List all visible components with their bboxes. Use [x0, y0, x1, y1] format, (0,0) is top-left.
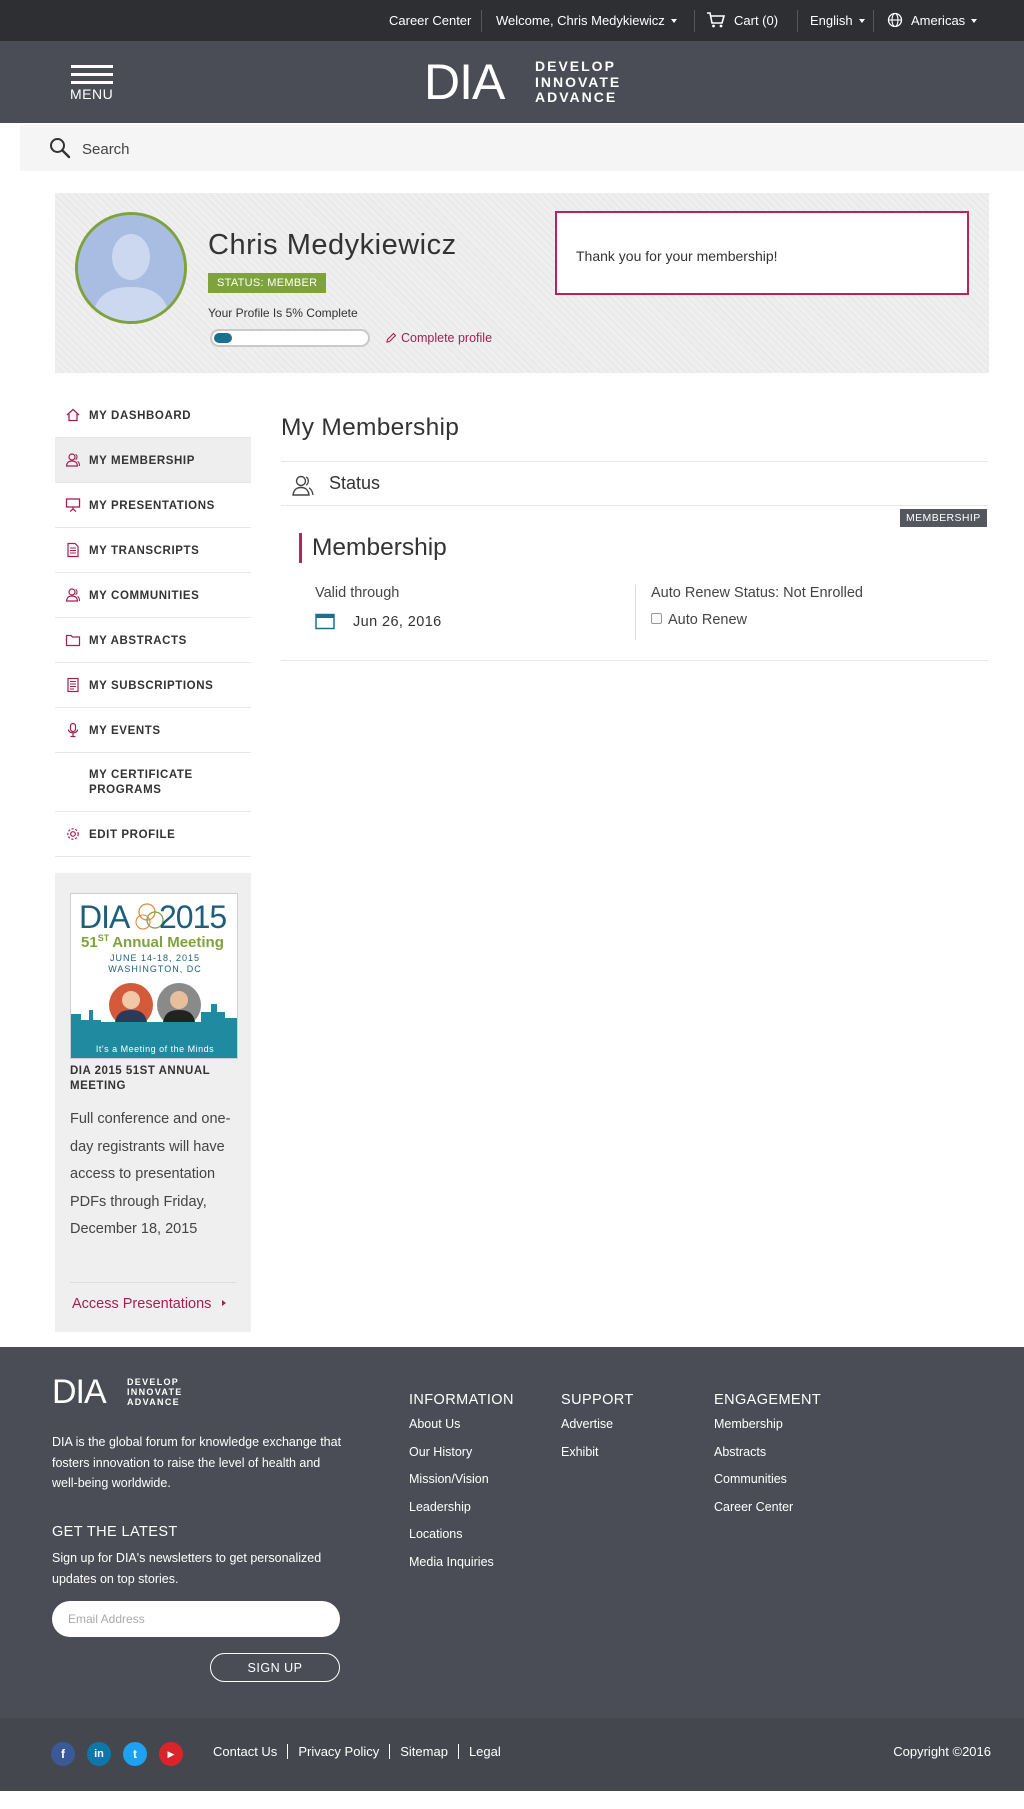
sidebar-item-my-subscriptions[interactable] — [55, 663, 251, 708]
sidebar-item-label: MY COMMUNITIES — [89, 590, 200, 602]
sidebar-item-label: MY ABSTRACTS — [89, 635, 187, 647]
folder-icon — [65, 632, 81, 648]
sign-up-button[interactable]: SIGN UP — [210, 1653, 340, 1682]
valid-through-label: Valid through — [315, 585, 400, 601]
footer-logo-tagline — [127, 1377, 183, 1407]
footer-link-membership[interactable]: Membership — [714, 1417, 783, 1431]
chevron-down-icon — [671, 19, 677, 23]
banner-tagline: It's a Meeting of the Minds — [95, 1044, 215, 1054]
complete-profile-link[interactable] — [385, 331, 492, 345]
footer-link-communities[interactable]: Communities — [714, 1472, 787, 1486]
topbar-divider — [481, 10, 482, 32]
region-label: Americas — [911, 13, 966, 28]
document-icon — [65, 542, 81, 558]
newsletter-email-field[interactable] — [52, 1601, 340, 1637]
newsletter-heading: GET THE LATEST — [52, 1524, 178, 1540]
contact-us-link[interactable]: Contact Us — [213, 1744, 278, 1759]
sidebar-item-label: MY SUBSCRIPTIONS — [89, 680, 214, 692]
footer-logo-wordmark: DIA — [52, 1373, 106, 1411]
profile-name: Chris Medykiewicz — [208, 229, 457, 261]
sidebar-item-label: MY TRANSCRIPTS — [89, 545, 200, 557]
footer-link-about-us[interactable]: About Us — [409, 1417, 461, 1431]
sidebar-item-label: EDIT PROFILE — [89, 829, 176, 841]
footer-legal-links — [213, 1744, 501, 1760]
sidebar-item-label: MY PRESENTATIONS — [89, 500, 215, 512]
banner-dates: JUNE 14-18, 2015 — [109, 953, 201, 963]
dia-logo[interactable] — [424, 54, 624, 110]
topbar-divider — [873, 10, 874, 32]
hamburger-icon-bar — [71, 81, 113, 84]
banner-dia: DIA — [79, 899, 130, 935]
banner-meeting-ordinal-suffix: ST — [97, 933, 110, 943]
region-dropdown[interactable] — [887, 0, 977, 41]
sitemap-link[interactable]: Sitemap — [400, 1744, 448, 1759]
pencil-icon — [385, 332, 397, 344]
membership-thanks-box — [555, 211, 969, 295]
sidebar-item-label: MY DASHBOARD — [89, 410, 192, 422]
hamburger-icon — [71, 65, 113, 68]
footer-link-media-inquiries[interactable]: Media Inquiries — [409, 1554, 494, 1569]
sidebar-item-my-dashboard[interactable] — [55, 393, 251, 438]
hamburger-icon-bar — [71, 73, 113, 76]
globe-icon — [887, 12, 903, 28]
status-tab[interactable] — [281, 461, 988, 506]
search-icon[interactable] — [49, 137, 71, 159]
footer-column-heading-information: INFORMATION — [409, 1392, 514, 1408]
welcome-user-dropdown[interactable] — [496, 0, 677, 41]
sidebar-item-label: MY EVENTS — [89, 725, 161, 737]
tagline-advance: ADVANCE — [535, 89, 618, 105]
newspaper-icon — [65, 677, 81, 693]
link-divider — [389, 1744, 390, 1759]
sidebar-item-my-abstracts[interactable] — [55, 618, 251, 663]
banner-meeting-name: Annual Meeting — [112, 934, 224, 951]
profile-card — [55, 193, 989, 373]
users-icon — [65, 452, 81, 468]
auto-renew-status: Auto Renew Status: Not Enrolled — [651, 585, 863, 601]
chevron-down-icon — [859, 19, 865, 23]
access-presentations-label: Access Presentations — [72, 1296, 212, 1312]
privacy-policy-link[interactable]: Privacy Policy — [298, 1744, 380, 1759]
language-dropdown[interactable] — [810, 0, 865, 41]
menu-button[interactable] — [70, 63, 116, 103]
access-presentations-link[interactable] — [72, 1296, 226, 1312]
linkedin-icon[interactable]: in — [87, 1742, 111, 1766]
presentation-icon — [65, 497, 81, 513]
sidebar-item-my-certificate-programs[interactable] — [55, 753, 251, 812]
home-icon — [65, 407, 81, 423]
link-divider — [287, 1744, 288, 1759]
sidebar-item-my-presentations[interactable] — [55, 483, 251, 528]
complete-profile-label: Complete profile — [401, 331, 493, 345]
profile-progress-fill — [214, 333, 232, 343]
cart-link[interactable] — [706, 0, 778, 41]
users-icon — [291, 474, 315, 496]
membership-tag: MEMBERSHIP — [900, 509, 987, 527]
footer-tagline-advance: ADVANCE — [127, 1397, 180, 1407]
search-input[interactable] — [82, 138, 682, 160]
topbar-divider — [797, 10, 798, 32]
status-label: Status — [329, 473, 381, 493]
cart-label: Cart (0) — [734, 13, 779, 28]
career-center-link[interactable]: Career Center — [389, 13, 472, 28]
search-field[interactable] — [20, 125, 1024, 171]
section-divider — [281, 660, 988, 661]
footer-link-locations[interactable]: Locations — [409, 1527, 463, 1541]
footer-engagement-links — [714, 1414, 793, 1524]
status-badge: STATUS: MEMBER — [208, 273, 326, 293]
account-sidebar-nav — [55, 393, 251, 857]
page-title: My Membership — [281, 414, 460, 441]
language-label: English — [810, 13, 853, 28]
copyright: Copyright ©2016 — [893, 1744, 991, 1759]
meeting-banner-graphic — [71, 894, 238, 1059]
welcome-text: Welcome, Chris Medykiewicz — [496, 13, 665, 28]
profile-progress-bar — [210, 329, 370, 347]
footer-tagline-develop: DEVELOP — [127, 1377, 180, 1387]
column-divider — [635, 585, 636, 640]
sidebar-item-label: MY MEMBERSHIP — [89, 455, 195, 467]
footer-column-heading-support: SUPPORT — [561, 1392, 634, 1408]
tagline-innovate: INNOVATE — [535, 73, 622, 90]
promo-description: Full conference and one-day registrants will have access to presentation PDFs through Friday, December 18, 2015 — [70, 1111, 231, 1237]
footer-bottom-bar — [0, 1718, 1024, 1791]
chevron-down-icon — [971, 19, 977, 23]
calendar-icon — [315, 613, 335, 630]
profile-completion-text: Your Profile Is 5% Complete — [208, 306, 358, 320]
membership-section-title: Membership — [299, 533, 447, 563]
footer-link-mission-vision[interactable]: Mission/Vision — [409, 1472, 489, 1486]
cart-icon — [706, 12, 726, 28]
microphone-icon — [65, 722, 81, 738]
banner-location: WASHINGTON, DC — [108, 964, 202, 974]
banner-meeting-ordinal: 51 — [81, 934, 98, 951]
sidebar-item-label: MY CERTIFICATE PROGRAMS — [89, 769, 193, 796]
gear-icon — [65, 826, 81, 842]
facebook-icon[interactable]: f — [51, 1742, 75, 1766]
sidebar-item-edit-profile[interactable] — [55, 812, 251, 857]
footer-tagline-innovate: INNOVATE — [127, 1387, 183, 1397]
users-icon — [65, 587, 81, 603]
sidebar-item-my-membership[interactable] — [55, 438, 251, 483]
twitter-icon[interactable]: t — [123, 1742, 147, 1766]
annual-meeting-banner[interactable] — [70, 893, 238, 1059]
footer-link-exhibit[interactable]: Exhibit — [561, 1444, 599, 1459]
footer-information-links — [409, 1414, 494, 1579]
auto-renew-label[interactable]: Auto Renew — [668, 612, 747, 628]
footer-link-career-center[interactable]: Career Center — [714, 1499, 794, 1514]
sidebar-item-my-transcripts[interactable] — [55, 528, 251, 573]
logo-tagline — [535, 59, 621, 106]
promo-title: DIA 2015 51ST ANNUAL MEETING — [70, 1065, 210, 1092]
caret-right-icon — [222, 1300, 226, 1306]
link-divider — [458, 1744, 459, 1759]
avatar — [75, 212, 187, 324]
youtube-icon[interactable]: ▶ — [159, 1742, 183, 1766]
footer-support-links — [561, 1414, 613, 1469]
legal-link[interactable]: Legal — [468, 1744, 501, 1759]
banner-year: 2015 — [159, 899, 227, 935]
footer-link-abstracts[interactable]: Abstracts — [714, 1444, 767, 1459]
logo-wordmark: DIA — [424, 54, 505, 110]
user-silhouette-icon — [78, 215, 184, 321]
footer-link-our-history[interactable]: Our History — [409, 1444, 473, 1459]
tagline-develop: DEVELOP — [535, 58, 616, 74]
footer-link-advertise[interactable]: Advertise — [561, 1417, 614, 1431]
footer-dia-logo[interactable] — [52, 1375, 192, 1409]
auto-renew-checkbox[interactable] — [651, 613, 662, 624]
topbar-divider — [694, 10, 695, 32]
newsletter-text: Sign up for DIA's newsletters to get personalized updates on top stories. — [52, 1551, 322, 1586]
site-footer — [0, 1347, 1024, 1718]
menu-label: MENU — [70, 86, 114, 102]
search-bar — [0, 123, 1024, 173]
annual-meeting-promo — [55, 873, 251, 1332]
footer-link-leadership[interactable]: Leadership — [409, 1499, 471, 1514]
footer-description: DIA is the global forum for knowledge exchange that fosters innovation to raise the level of health and well-being worldwide. — [52, 1435, 342, 1490]
email-input[interactable] — [68, 1609, 318, 1629]
footer-column-heading-engagement: ENGAGEMENT — [714, 1392, 822, 1408]
promo-divider — [70, 1282, 236, 1283]
site-header — [0, 41, 1024, 123]
sidebar-item-my-events[interactable] — [55, 708, 251, 753]
valid-through-date: Jun 26, 2016 — [353, 614, 442, 630]
top-utility-bar — [0, 0, 1024, 41]
page-bottom-margin — [0, 1791, 1024, 1809]
sidebar-item-my-communities[interactable] — [55, 573, 251, 618]
thanks-message: Thank you for your membership! — [576, 248, 778, 264]
